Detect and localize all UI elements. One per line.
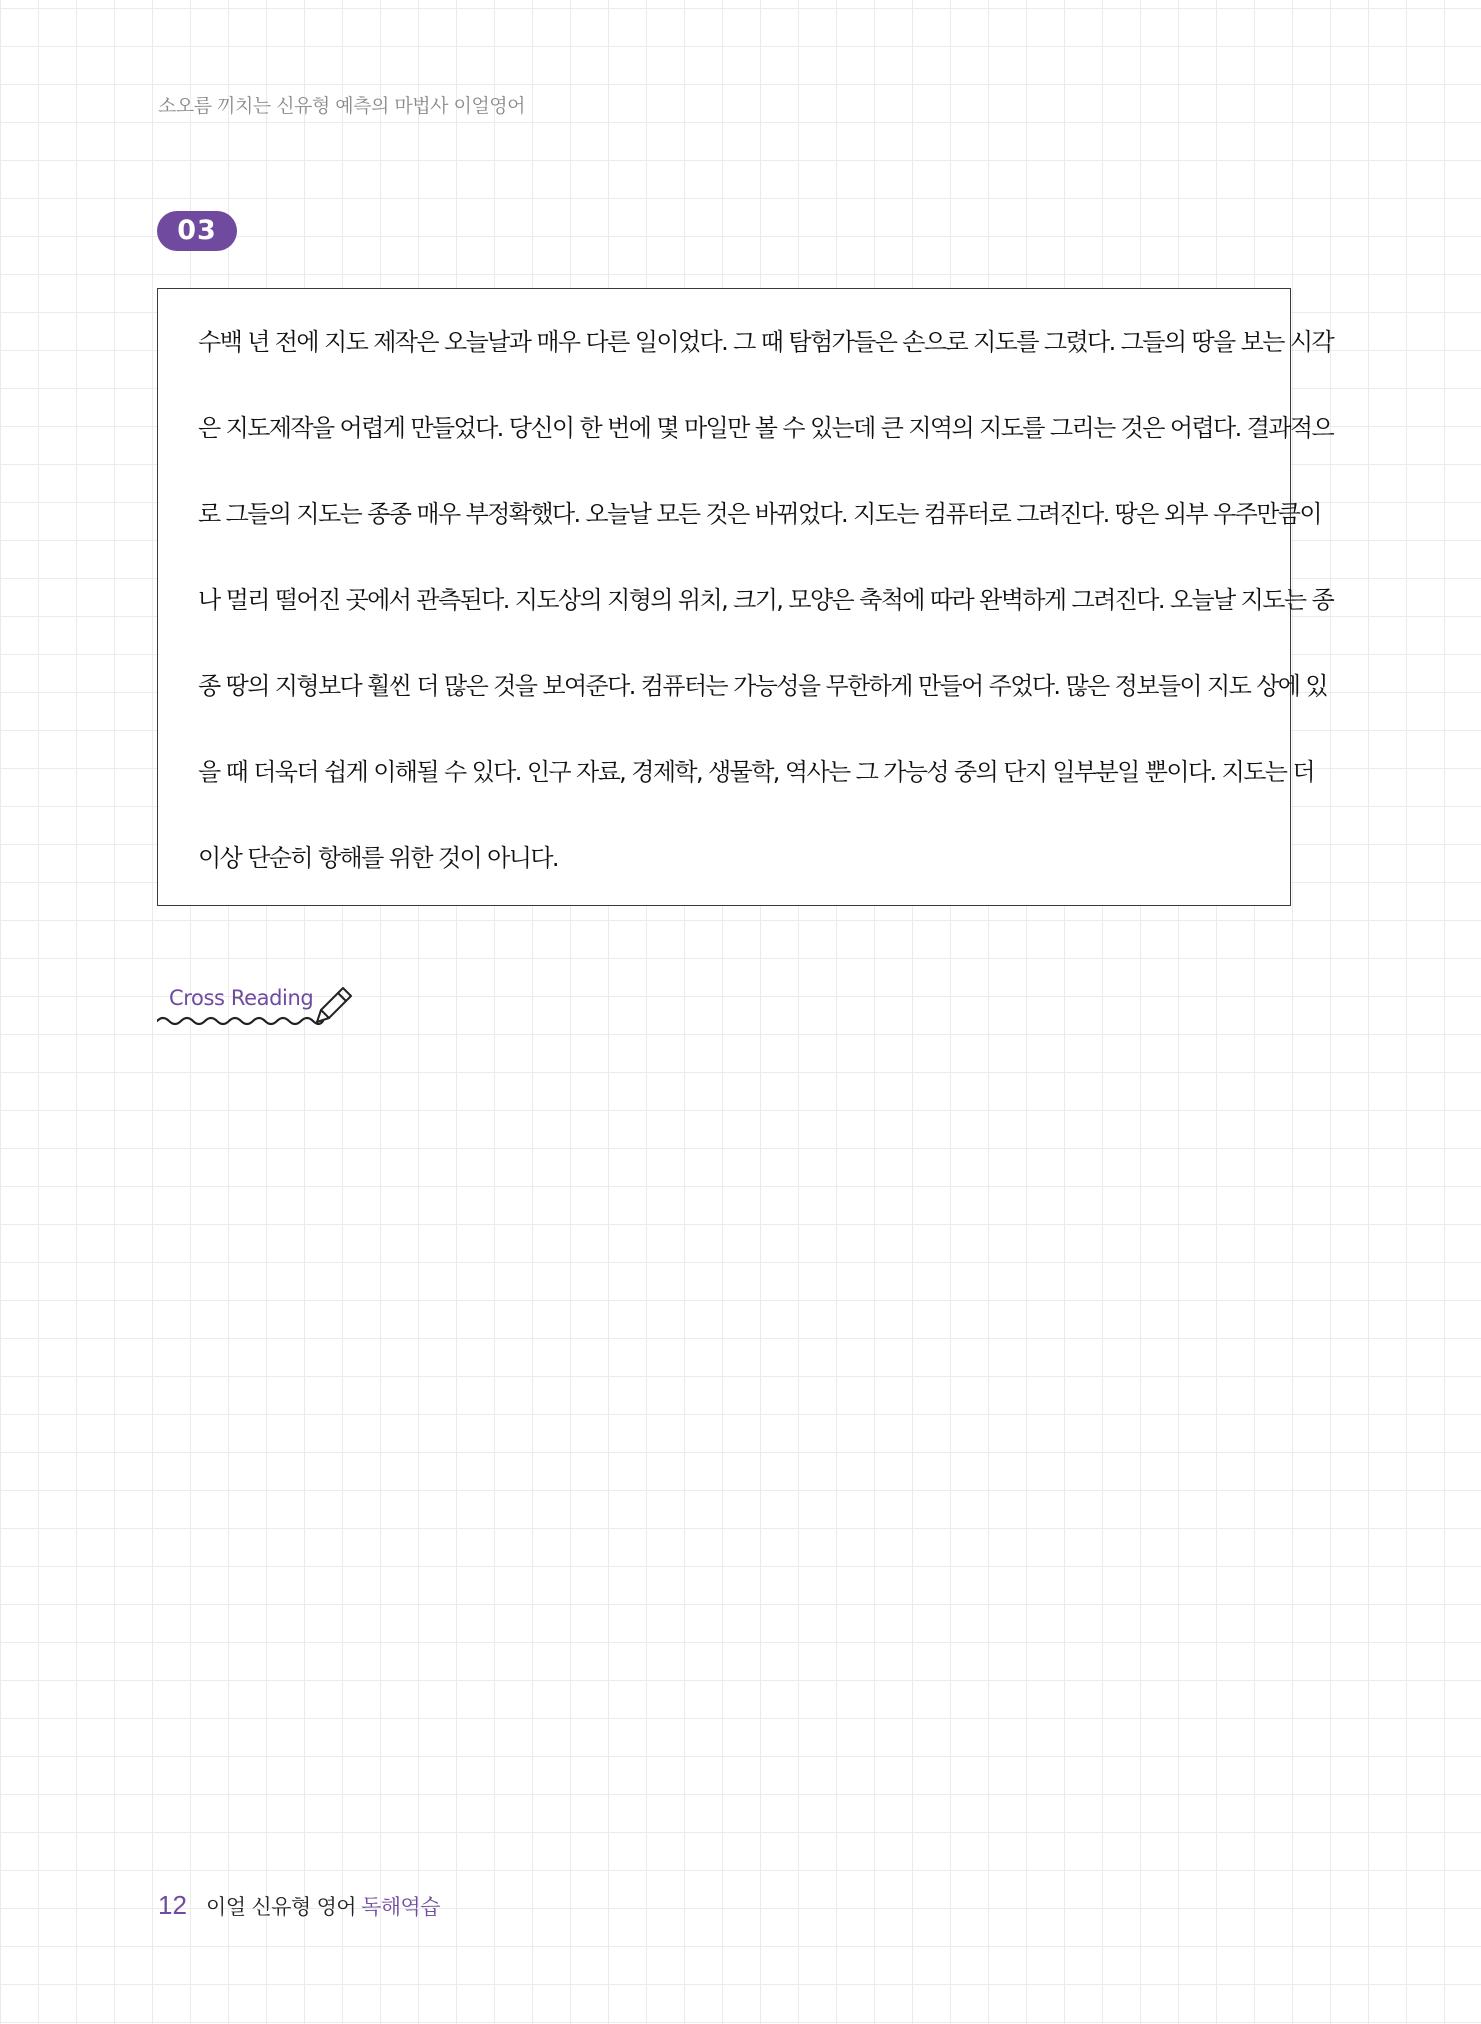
passage-line: 나 멀리 떨어진 곳에서 관측된다. 지도상의 지형의 위치, 크기, 모양은 축척에 따라 완벽하게 그려진다. 오늘날 지도는 종 — [198, 586, 1334, 614]
passage-line: 로 그들의 지도는 종종 매우 부정확했다. 오늘날 모든 것은 바뀌었다. 지도는 컴퓨터로 그려진다. 땅은 외부 우주만큼이 — [198, 500, 1321, 528]
running-header: 소오름 끼치는 신유형 예측의 마법사 이얼영어 — [158, 95, 525, 117]
cross-reading-label — [157, 984, 357, 1032]
book-title: 이얼 신유형 영어 — [206, 1895, 356, 1919]
page-number: 12 — [158, 1890, 187, 1920]
cross-reading-graphic — [157, 984, 357, 1032]
cross-reading-text: Cross Reading — [169, 986, 314, 1010]
pencil-icon — [317, 988, 351, 1022]
section-name: 독해역습 — [361, 1895, 440, 1919]
passage-line: 은 지도제작을 어렵게 만들었다. 당신이 한 번에 몇 마일만 볼 수 있는데 큰 지역의 지도를 그리는 것은 어렵다. 결과적으 — [198, 414, 1334, 442]
page-footer — [158, 1890, 440, 1921]
passage-line: 이상 단순히 항해를 위한 것이 아니다. — [198, 844, 558, 872]
wavy-underline — [157, 1018, 323, 1024]
passage-line: 수백 년 전에 지도 제작은 오늘날과 매우 다른 일이었다. 그 때 탐험가들은 손으로 지도를 그렸다. 그들의 땅을 보는 시각 — [198, 328, 1334, 356]
passage-line: 종 땅의 지형보다 훨씬 더 많은 것을 보여준다. 컴퓨터는 가능성을 무한하게 만들어 주었다. 많은 정보들이 지도 상에 있 — [198, 672, 1327, 700]
passage-box — [157, 288, 1334, 906]
question-number-badge: 03 — [157, 211, 237, 251]
passage-line: 을 때 더욱더 쉽게 이해될 수 있다. 인구 자료, 경제학, 생물학, 역사는 그 가능성 중의 단지 일부분일 뿐이다. 지도는 더 — [198, 758, 1314, 786]
